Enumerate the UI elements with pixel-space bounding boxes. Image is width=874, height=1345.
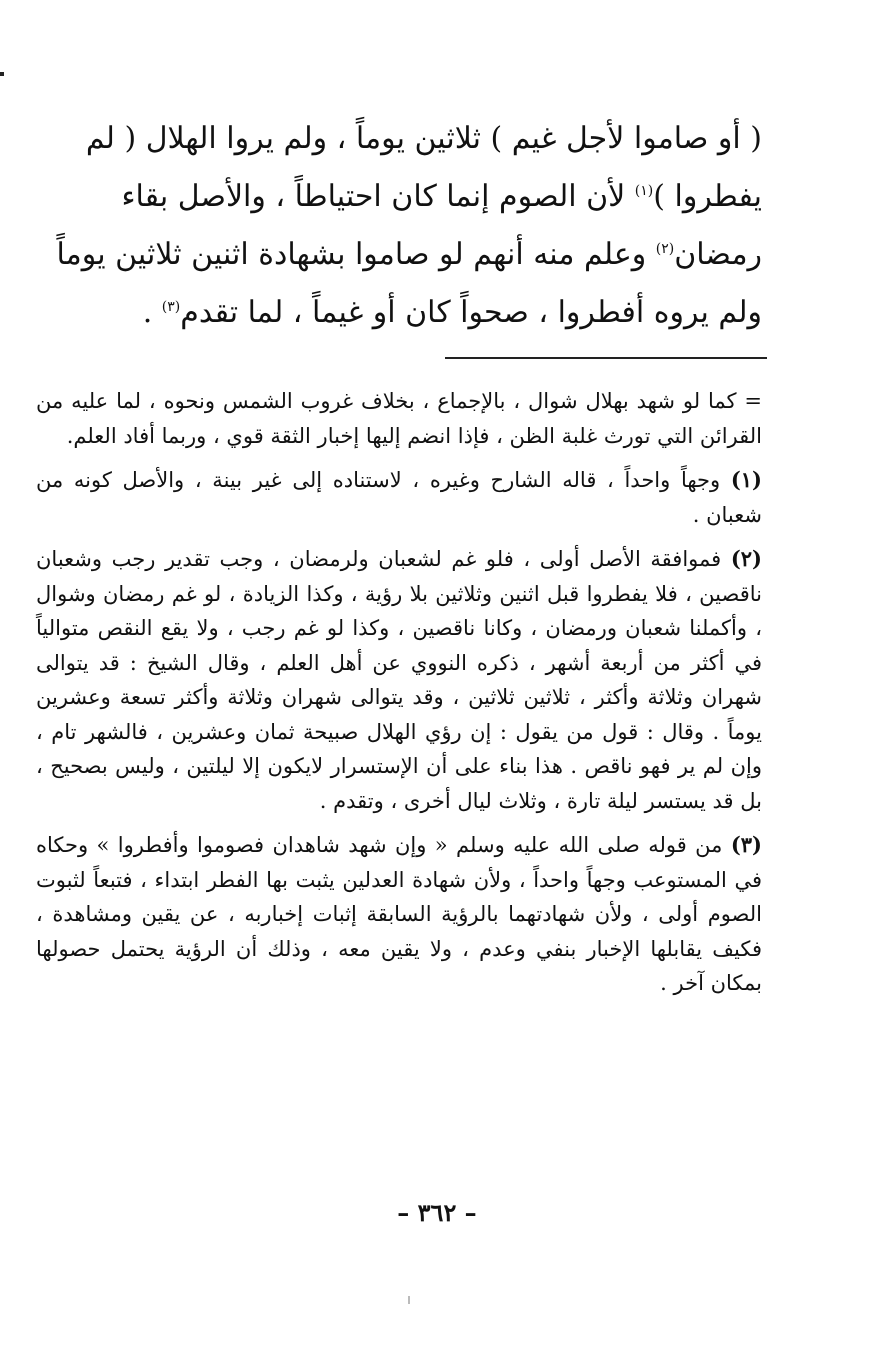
page-edge-mark: [0, 72, 4, 76]
footnote-1-text: وجهاً واحداً ، قاله الشارح وغيره ، لاستناده إلى غير بينة ، والأصل كونه من شعبان .: [36, 468, 762, 527]
footnote-2-number: (٢): [730, 546, 762, 571]
footnote-ref-2: (٢): [655, 241, 675, 257]
footnote-ref-1: (١): [634, 183, 654, 199]
main-text: [46, 110, 762, 342]
footnote-3: [36, 828, 762, 1001]
main-line-4-b: .: [142, 295, 162, 330]
footnote-3-text: من قوله صلى الله عليه وسلم « وإن شهد شاهدان فصوموا وأفطروا » وحكاه في المستوعب وجهاً واحداً ، ولأن شهادة العدلين يثبت بها الفطر ابتداء ، فتبعاً لثبوت الصوم أولى ، ولأن شهادتهما بالرؤية السابقة إثبات إخباربه ، عن يقين ومشاهدة ، فكيف يقابلها الإخبار بنفي وعدم ، ولا يقين معه ، وذلك أن الرؤية يحتمل حصولها بمكان آخر .: [36, 833, 762, 995]
main-line-2-a: يفطروا ): [653, 179, 762, 214]
main-line-1: ( أو صاموا لأجل غيم ) ثلاثين يوماً ، ولم يروا الهلال ( لم: [85, 121, 762, 156]
scan-speck: [408, 1296, 410, 1304]
footnote-2: [36, 542, 762, 818]
footnote-1: [36, 463, 762, 532]
footnote-ref-3: (٣): [161, 299, 181, 315]
main-line-3-b: وعلم منه أنهم لو صاموا بشهادة اثنين ثلاثين يوماً: [56, 237, 656, 272]
main-line-4-a: ولم يروه أفطروا ، صحواً كان أو غيماً ، لما تقدم: [180, 295, 762, 330]
main-line-2-b: لأن الصوم إنما كان احتياطاً ، والأصل بقاء: [121, 179, 635, 214]
footnotes: [36, 384, 762, 1011]
main-line-3: [46, 226, 762, 284]
main-line-4: [46, 284, 762, 342]
footnote-separator: [445, 357, 767, 359]
footnote-3-number: (٣): [730, 832, 762, 857]
main-line-3-a: رمضان: [674, 237, 762, 272]
main-line-2: [46, 168, 762, 226]
footnote-continuation: = كما لو شهد بهلال شوال ، بالإجماع ، بخلاف غروب الشمس ونحوه ، لما عليه من القرائن التي تورث غلبة الظن ، فإذا انضم إليها إخبار الثقة قوي ، وربما أفاد العلم.: [36, 389, 762, 448]
footnote-2-text: فموافقة الأصل أولى ، فلو غم لشعبان ولرمضان ، وجب تقدير رجب وشعبان ناقصين ، فلا يفطروا قبل اثنين وثلاثين بلا رؤية ، وكذا الزيادة ، لو غم رمضان وشوال ، وأكملنا شعبان ورمضان ، وكانا ناقصين ، وكذا لو غم رجب ، ولا يقع النقص متوالياً في أكثر من أربعة أشهر ، ذكره النووي عن أهل العلم ، وقال الشيخ : قد يتوالى شهران وثلاثة وأكثر ، ثلاثين ثلاثين ، وقد يتوالى شهران وثلاثة وأكثر تسعة وعشرين يوماً . وقال : قول من يقول : إن رؤي الهلال صبيحة ثمان وعشرين ، فالشهر تام ، وإن لم ير فهو ناقص . هذا بناء على أن الإستسرار لايكون إلا ليلتين ، وليس بصحيح ، بل قد يستسر ليلة تارة ، وثلاث ليال أخرى ، وتقدم .: [36, 547, 762, 813]
page-number: – ٣٦٢ –: [397, 1198, 477, 1227]
footnote-1-number: (١): [730, 467, 762, 492]
